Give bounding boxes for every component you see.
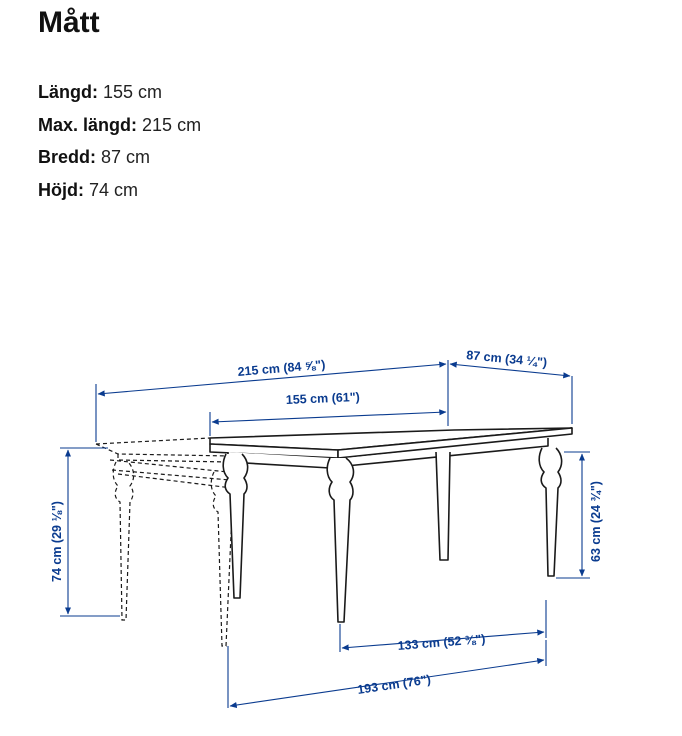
dimension-label-leg-span-extended: 193 cm (76") [356, 672, 432, 697]
page-title: Mått [38, 6, 100, 39]
dimension-label-width: 87 cm (34 ¼") [465, 348, 548, 370]
spec-label: Max. längd: [38, 114, 138, 135]
dimension-label-height: 74 cm (29 ⅛") [50, 501, 64, 582]
extended-table-outline [96, 438, 236, 646]
spec-value: 87 cm [101, 147, 151, 167]
spec-label: Höjd: [38, 179, 84, 200]
table-outline [210, 428, 572, 622]
dimension-spec-list [38, 76, 201, 206]
spec-height [38, 174, 201, 207]
dimension-label-length: 155 cm (61") [285, 389, 361, 407]
spec-label: Längd: [38, 82, 98, 102]
table-dimension-diagram [0, 330, 682, 736]
spec-value: 155 cm [103, 82, 163, 102]
spec-max-length [38, 109, 201, 142]
dimension-label-max-length: 215 cm (84 ⅝") [237, 357, 326, 379]
spec-value: 74 cm [89, 179, 139, 200]
spec-value: 215 cm [142, 114, 202, 135]
spec-length [38, 76, 201, 109]
spec-label: Bredd: [38, 147, 96, 167]
dimension-label-clearance: 63 cm (24 ¾") [589, 481, 603, 562]
dimension-label-leg-span-length: 133 cm (52 ⅜") [397, 631, 486, 653]
spec-width [38, 141, 201, 174]
